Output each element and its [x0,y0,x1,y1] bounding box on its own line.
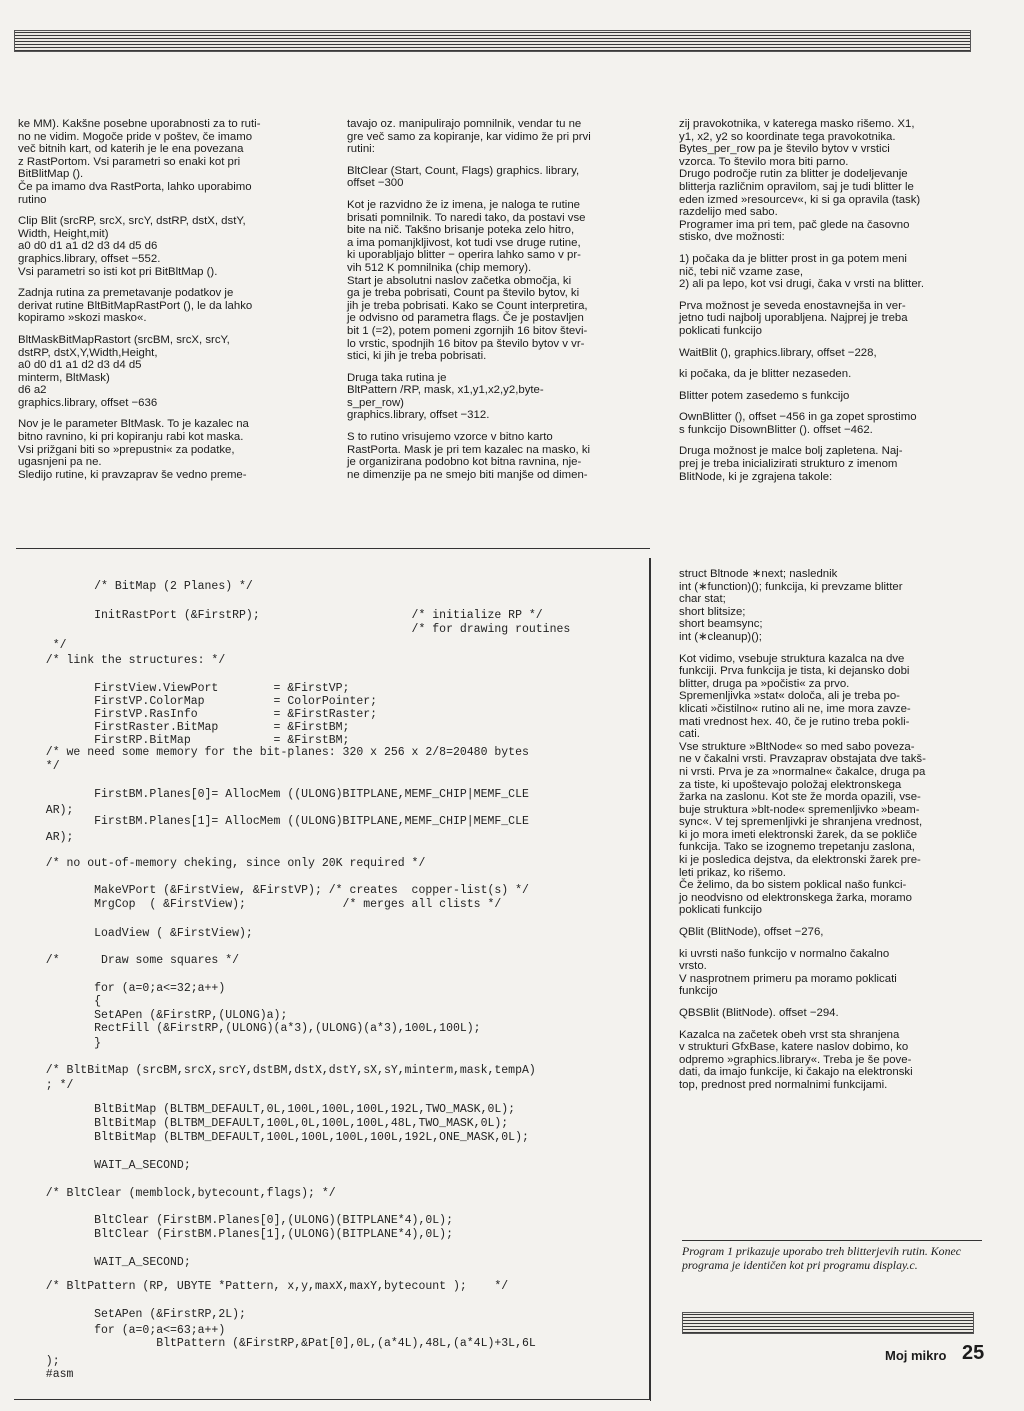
paragraph: OwnBlitter (), offset −456 in ga zopet sprostimo s funkcijo DisownBlitter (). offset −462. [679,411,917,436]
text-column-3 [679,118,981,492]
paragraph: struct Bltnode ∗next; naslednik int (∗function)(); funkcija, ki prevzame blitter char stat; short blitsize; short beamsync; int (∗cleanup)(); [679,568,903,643]
code-line: /* BltBitMap (srcBM,srcX,srcY,dstBM,dstX,dstY,sX,sY,minterm,mask,tempA) [32,1064,536,1077]
paragraph: Clip Blit (srcRP, srcX, srcY, dstRP, dstX, dstY, Width, Height,mit) a0 d0 d1 a1 d2 d3 d4 d5 d6 graphics.library, offset −552. Vsi parametri so isti kot pri BitBltMap (). [18,215,246,278]
code-line: /* BltPattern (RP, UBYTE *Pattern, x,y,maxX,maxY,bytecount ); */ [32,1280,509,1293]
paragraph: WaitBlit (), graphics.library, offset −228, [679,346,877,359]
code-line: ); [32,1355,60,1368]
text-column-3-continued [679,568,981,1101]
listing-border [650,558,651,1401]
paragraph: 1) počaka da je blitter prost in ga potem meni nič, tebi nič vzame zase, 2) ali pa lepo, kot vsi drugi, čaka v vrsti na blitter. [679,252,925,291]
paragraph: ke MM). Kakšne posebne uporabnosti za to ruti- no ne vidim. Mogoče pride v poštev, če imamo več bitnih kart, od katerih je le ena povezana z RastPortom. Vsi parametri so enaki kot pri BitBlitMap (). Če pa imamo dva RastPorta, lahko uporabimo rutino [18,118,261,206]
paragraph: Blitter potem zasedemo s funkcijo [679,389,850,402]
code-line: FirstRaster.BitMap = &FirstBM; [32,721,350,734]
code-line: LoadView ( &FirstView); [32,927,253,940]
paragraph: Nov je le parameter BltMask. To je kazalec na bitno ravnino, ki pri kopiranju rabi kot maska. Vsi prižgani biti so »prepustni« za podatke, ugasnjeni pa ne. Sledijo rutine, ki pravzaprav še vedno preme- [18,418,249,481]
code-line: BltBitMap (BLTBM_DEFAULT,100L,0L,100L,100L,48L,TWO_MASK,0L); [32,1117,509,1130]
text-column-2 [347,118,645,490]
paragraph: Druga možnost je malce bolj zapletena. Naj- prej je treba inicializirati strukturo z imenom BlitNode, ki je zgrajena takole: [679,445,903,483]
paragraph: Zadnja rutina za premetavanje podatkov je derivat rutine BltBitMapRastPort (), le da lahko kopiramo »skozi masko«. [18,287,253,325]
code-line: SetAPen (&FirstRP,2L); [32,1308,246,1321]
code-line: for (a=0;a<=63;a++) [32,1324,226,1337]
paragraph: ki uvrsti našo funkcijo v normalno čakalno vrsto. V nasprotnem primeru pa moramo poklicati funkcijo [679,947,897,998]
code-line: MrgCop ( &FirstView); /* merges all clists */ [32,898,502,911]
code-line: FirstView.ViewPort = &FirstVP; [32,682,350,695]
code-line: BltBitMap (BLTBM_DEFAULT,100L,100L,100L,100L,192L,ONE_MASK,0L); [32,1131,529,1144]
figure-caption: Program 1 prikazuje uporabo treh blitterjevih rutin. Konec programa je identičen kot pri programu display.c. [682,1244,961,1272]
paragraph: Kot vidimo, vsebuje struktura kazalca na dve funkciji. Prva funkcija je tista, ki dejansko dobi blitter, druga pa »počisti« za prvo. Spremenljivka »stat« določa, ali je treba po- klicati »čistilno« rutino ali ne, ime mora zavze- mati vrednost hex. 40, če je rutino treba pokli- cati. Vse strukture »BltNode« so med sabo poveza- ne v čakalni vrsti. Pravzaprav obstajata dve takš- ni vrsti. Prva je za »normalne« čakalce, druga pa za tiste, ki upoštevajo položaj elektronskega žarka na zaslonu. Kot ste že morda opazili, vse- buje struktura »blt-node« spremenljivko »beam- sync«. V tej spremenljivki je shranjena vrednost, ki jo mora imeti elektronski žarek, da se pokliče funkcija. Tako se izognemo trepetanju zaslona, ki je posledica dejstva, da elektronski žarek pre- leti prikaz, ko rišemo. Če želimo, da bo sistem poklical našo funkci- jo neodvisno od elektronskega žarka, moramo poklicati funkcijo [679,652,926,917]
paragraph: Druga taka rutina je BltPattern /RP, mask, x1,y1,x2,y2,byte- s_per_row) graphics.library, offset −312. [347,371,544,422]
page-number: 25 [962,1342,985,1364]
section-divider [16,548,650,549]
code-line: */ [32,639,67,652]
code-line: SetAPen (&FirstRP,(ULONG)a); [32,1009,288,1022]
code-line: /* BltClear (memblock,bytecount,flags); */ [32,1187,336,1200]
code-line: WAIT_A_SECOND; [32,1256,191,1269]
paragraph: Kot je razvidno že iz imena, je naloga te rutine brisati pomnilnik. To naredi tako, da postavi vse bite na nič. Takšno brisanje poteka zelo hitro, a ima pomanjkljivost, kot tudi vse druge rutine, ki uporabljajo blitter − operira lahko samo v pr- vih 512 K pomnilnika (chip memory). Start je absolutni naslov začetka območja, ki ga je treba pobrisati, Count pa število bytov, ki jih je treba pobrisati. Kako se Count interpretira, je odvisno od parametra flags. Če je postavljen bit 1 (=2), potem pomeni zgornjih 16 bitov števi- lo vrstic, spodnjih 16 bitov pa število bytov v vr- stici, ki jih je treba pobrisati. [347,198,588,363]
paragraph: zij pravokotnika, v katerega masko rišemo. X1, y1, x2, y2 so koordinate tega pravokotnika. Bytes_per_row pa je število bytov v vrstici vzorca. To število mora biti parno. Drugo področje rutin za blitter je dodeljevanje blitterja različnim opravilom, saj je tudi blitter le eden izmed »resourcev«, ki si ga opravila (task) razdelijo med sabo. Programer ima pri tem, pač glede na časovno stisko, dve možnosti: [679,118,921,244]
code-line: for (a=0;a<=32;a++) [32,982,226,995]
caption-divider [682,1240,982,1241]
code-line: BltClear (FirstBM.Planes[0],(ULONG)(BITPLANE*4),0L); [32,1214,453,1227]
code-line: } [32,1037,102,1050]
code-line: /* Draw some squares */ [32,954,240,967]
paragraph: BltClear (Start, Count, Flags) graphics. library, offset −300 [347,164,580,190]
program-listing [14,558,650,1400]
text-column-1 [18,118,316,490]
paragraph: ki počaka, da je blitter nezaseden. [679,368,852,381]
magazine-name: Moj mikro [885,1348,947,1363]
code-line: /* for drawing routines [32,623,571,636]
code-line: ; */ [32,1079,74,1092]
code-line: /* BitMap (2 Planes) */ [32,580,253,593]
code-line: WAIT_A_SECOND; [32,1159,191,1172]
code-line: /* we need some memory for the bit-planes: 320 x 256 x 2/8=20480 bytes [32,746,529,759]
code-line: BltBitMap (BLTBM_DEFAULT,0L,100L,100L,100L,192L,TWO_MASK,0L); [32,1103,516,1116]
code-line: RectFill (&FirstRP,(ULONG)(a*3),(ULONG)(a*3),100L,100L); [32,1022,481,1035]
code-line: /* link the structures: */ [32,654,226,667]
paragraph: tavajo oz. manipulirajo pomnilnik, vendar tu ne gre več samo za kopiranje, kar vidimo že pri prvi rutini: [347,118,591,156]
paragraph: QBlit (BlitNode), offset −276, [679,926,824,939]
code-line: BltClear (FirstBM.Planes[1],(ULONG)(BITPLANE*4),0L); [32,1228,453,1241]
code-line: InitRastPort (&FirstRP); /* initialize RP */ [32,609,543,622]
code-line: FirstVP.RasInfo = &FirstRaster; [32,708,378,721]
code-line: #asm [32,1368,74,1381]
code-line: AR); [32,831,74,844]
code-line: /* no out-of-memory cheking, since only 20K required */ [32,857,426,870]
paragraph: Kazalca na začetek obeh vrst sta shranjena v strukturi GfxBase, katere naslov dobimo, ko odpremo »graphics.library«. Treba je še pove- dati, da imajo funkcije, ki čakajo na elektronski top, prednost pred normalnimi funkcijami. [679,1028,913,1091]
bottom-decorative-bar [682,1312,974,1334]
top-decorative-bar [14,30,971,52]
code-line: { [32,995,102,1008]
code-line: MakeVPort (&FirstView, &FirstVP); /* creates copper-list(s) */ [32,884,529,897]
paragraph: S to rutino vrisujemo vzorce v bitno karto RastPorta. Mask je pri tem kazalec na masko, ki je organizirana podobno kot bitna ravnina, nje- ne dimenzije pa ne smejo biti manjše od dimen- [347,431,591,481]
code-line: FirstBM.Planes[1]= AllocMem ((ULONG)BITPLANE,MEMF_CHIP|MEMF_CLE [32,815,529,828]
code-line: BltPattern (&FirstRP,&Pat[0],0L,(a*4L),48L,(a*4L)+3L,6L [32,1337,536,1350]
code-line: FirstBM.Planes[0]= AllocMem ((ULONG)BITPLANE,MEMF_CHIP|MEMF_CLE [32,788,529,801]
code-line: FirstRP.BitMap = &FirstBM; [32,734,350,747]
code-line: */ [32,760,60,773]
paragraph: BltMaskBitMapRastort (srcBM, srcX, srcY, dstRP, dstX,Y,Width,Height, a0 d0 d1 a1 d2 d3 d4 d5 minterm, BltMask) d6 a2 graphics.library, offset −636 [18,333,230,409]
code-line: AR); [32,804,74,817]
paragraph: Prva možnost je seveda enostavnejša in ver- jetno tudi najbolj uporabljena. Najprej je treba poklicati funkcijo [679,299,908,337]
paragraph: QBSBlit (BlitNode). offset −294. [679,1007,839,1019]
code-line: FirstVP.ColorMap = ColorPointer; [32,695,378,708]
